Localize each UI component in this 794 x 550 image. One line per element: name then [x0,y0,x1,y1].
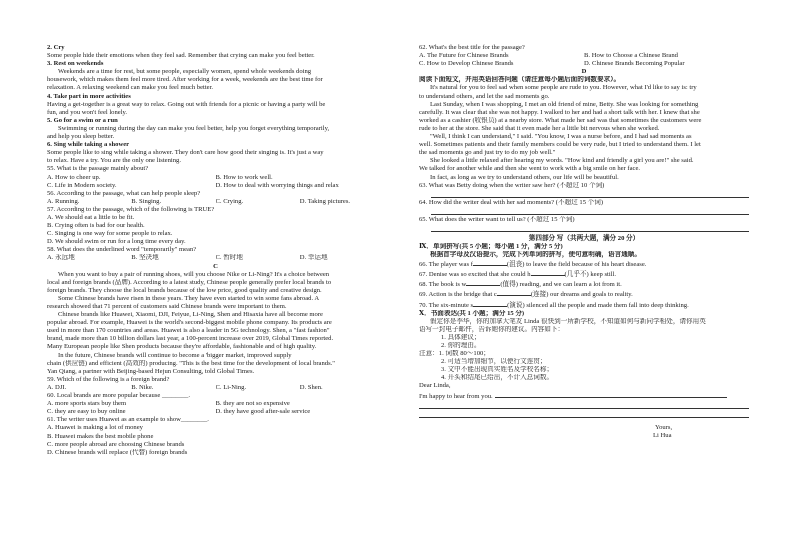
note-text: 1. 词数 80～100； [438,350,490,358]
answer-option[interactable]: A. DJI. [47,383,67,391]
answer-option[interactable]: B. How to Choose a Chinese Brand [584,52,678,60]
option-grid [47,384,384,392]
passage-label: D [581,68,587,76]
spelling-suffix: (连接) our dreams and goals to reality. [530,291,633,299]
passage-line: 3. Rest on weekends [47,60,104,68]
passage-line: It's natural for you to feel sad when some people are rude to you. However, what I'd like to say is: try [430,84,697,92]
answer-option[interactable]: D. Shen. [299,383,323,391]
answer-option[interactable]: A. We should eat a little to be fit. [47,213,135,221]
passage-line: Chinese brands like Huawei, Xiaomi, DJI, Feiyue, Li-Ning, Shen and Hisaxia have all become more [58,311,323,319]
passage-line: local and foreign brands (品牌). According to a latest study, Chinese people generally prefer local brands to [47,278,332,286]
answer-option[interactable]: A. Huawei is making a lot of money [47,424,143,432]
passage-line: Having a get-together is a great way to relax. Going out with friends for a picnic or having a party will be [47,100,326,108]
answer-option[interactable]: A. Running. [47,197,80,205]
question-stem: 63. What was Betty doing when the writer saw her? (不超过 10 个词) [419,181,605,189]
passage-line: "Well, I think I can understand," I said. "You know, I was a nurse before, and I had sad moments as [430,133,692,141]
closing: Yours, [655,423,673,431]
writing-line[interactable] [419,410,749,418]
writing-line[interactable] [419,401,749,409]
passage-line: Some Chinese brands have risen in these years. They have even started to win some fans abroad. A [58,294,320,302]
spelling-prefix: 66. The player was f [419,261,473,269]
prompt-point: 1. 具体建议； [441,333,481,341]
answer-option[interactable]: A. 永远地 [47,254,75,262]
salutation: Dear Linda, [419,382,451,390]
passage-line: foreign brands. They choose the local brands because of the low price, good quality and creative design. [47,286,322,294]
spelling-prefix: 67. Denise was so excited that she could h [419,271,531,279]
spelling-item [419,279,749,289]
question-block [47,190,384,206]
instruction: 阅读下面短文，并用英语回答问题（请注意每小题后面的词数要求）。 [419,76,621,84]
question-block [47,165,384,189]
opening-text: I'm happy to hear from you. [419,392,493,400]
answer-option[interactable]: D. Taking pictures. [299,197,351,205]
answer-option[interactable]: A. How to cheer up. [47,173,101,181]
passage-line: Some people like to sing while taking a shower. They don't care how good their singing is. It's just a way [47,149,324,157]
passage-line: relaxation. A relaxing weekend can make you feel much better. [47,84,214,92]
writing-line[interactable] [495,391,727,398]
answer-line[interactable] [431,207,749,215]
passage-line: chain (供应链) and efficient (高效的) producing. "This is the best time for the development of local brands." [47,359,335,367]
prompt-point: 2. 你的理由。 [441,342,481,349]
answer-option[interactable]: B. they are not so expensive [215,400,290,408]
passage-line: In fact, as long as we try to understand others, our life will be beautiful. [430,173,619,181]
notes-label: 注意： [419,350,439,358]
note-item [419,350,749,358]
answer-option[interactable]: C. 暂时地 [215,254,243,262]
passage-line: 4. Take part in more activities [47,92,131,100]
passage-label: C [213,262,218,270]
question-block [419,44,749,68]
note-item [419,366,749,374]
passage-line: to understand others, and let the sad moments go. [419,92,550,100]
answer-option[interactable]: D. they have good after-sale service [215,408,311,416]
blank-field[interactable] [473,259,507,266]
right-column [419,44,749,440]
option-grid [47,174,384,190]
answer-line[interactable] [431,190,749,198]
question-stem: 56. According to the passage, what can help people sleep? [47,189,201,197]
instruction: 根据首字母及汉语提示，完成下列单词的拼写，使句意明确，语言通顺。 [430,251,641,259]
answer-option[interactable]: B. Singing. [131,197,162,205]
prompt-line: 假定你是李华，你的加拿大笔友 Linda 很快到一所新学校，不知道如何与新同学相处，请你用英 [430,317,706,325]
note-text: 3. 文中不能出现真实姓名及学校名称； [441,366,554,374]
note-item [419,374,749,382]
left-column [47,44,384,457]
answer-option[interactable]: D. We should swim or run for a long time every day. [47,238,186,246]
answer-option[interactable]: B. 坚决地 [131,254,159,262]
passage-line: Yan Qiang, a partner with Beijing-based Hejun Consulting, told Global Times. [47,367,255,375]
answer-option[interactable]: C. Crying. [215,197,244,205]
part-title: 第四部分 写（共两大题，满分 20 分） [528,234,640,242]
answer-option[interactable]: C. more people abroad are choosing Chinese brands [47,440,185,448]
blank-field[interactable] [473,300,507,307]
answer-option[interactable]: C. Life in Modern society. [47,181,117,189]
question-stem: 59. Which of the following is a foreign brand? [47,375,170,383]
passage-line: Many European people like Shen products because they're affordable, fashionable and of high quality. [47,343,317,351]
passage-line: When you want to buy a pair of running shoes, will you choose Nike or Li-Ning? It's a choice between [58,270,330,278]
answer-option[interactable]: B. How to work well. [215,173,273,181]
answer-option[interactable]: A. The Future for Chinese Brands [419,52,509,60]
passage-line: rude to her at the store. She said that it even made her a little bit nervous when she worked. [419,124,660,132]
answer-option[interactable]: B. Crying often is bad for our health. [47,222,145,230]
passage-line: and help you sleep better. [47,133,115,141]
spelling-suffix: (沮丧) to leave the field because of his heart disease. [506,261,647,269]
spelling-prefix: 69. Action is the bridge that c [419,291,497,299]
question-stem: 61. The writer uses Huawei as an example to show________. [47,416,209,424]
option-grid [419,52,749,68]
answer-option[interactable]: B. Huawei makes the best mobile phone [47,432,154,440]
passage-line: She looked a little relaxed after hearing my words. "How kind and friendly a girl you are!" she said. [430,157,694,165]
passage-line: well. Sometimes patients and their family members could be very rude, but I tried to understand them. I let [419,141,701,149]
signature: Li Hua [653,431,672,439]
passage-line: 5. Go for a swim or a run [47,116,118,124]
passage-line: research showed that 71 percent of customers said Chinese brands were important to them. [47,303,287,310]
passage-line: fun, and you won't feel lonely. [47,108,128,116]
prompt-line: 语写一封电子邮件，告诉她你的建议。内容如下： [419,325,565,333]
section-title: Ⅹ．书面表达(共 1 小题；满分 15 分) [419,309,525,317]
spelling-suffix: (值得) reading, and we can learn a lot from it. [500,281,622,289]
question-stem: 57. According to the passage, which of the following is TRUE? [47,205,215,213]
opening-line [419,391,749,401]
answer-option[interactable]: C. they are easy to buy online [47,408,126,416]
question-block [47,392,384,416]
answer-option[interactable]: C. How to Develop Chinese Brands [419,60,514,68]
answer-option[interactable]: D. How to deal with worrying things and relax [215,181,339,189]
note-text: 2. 可适当增加细节，以使行文连贯； [441,358,547,366]
question-stem: 58. What does the underlined word "temporarily" mean? [47,246,197,254]
blank-field[interactable] [466,279,500,286]
answer-option[interactable]: C. Li-Ning. [215,383,247,391]
passage-line: Swimming or running during the day can make you feel better, help you forget everything temporarily, [58,124,330,132]
option-grid [47,254,384,262]
passage-line: to relax. Have a try. You are the only one listening. [47,157,181,165]
passage-line: Last Sunday, when I was shopping, I met an old friend of mine, Betty. She was looking for something [430,100,699,108]
answer-option[interactable]: B. Nike. [131,383,154,391]
answer-option[interactable]: C. Singing is one way for some people to relax. [47,230,173,238]
passage-line: brand, made more than 10 billion dollars last year, a 100-percent increase over 2019, Global Times reported. [47,335,334,343]
answer-option[interactable]: D. Chinese Brands Becoming Popular [584,60,685,68]
option-grid [47,198,384,206]
passage-line: Some people hide their emotions when they feel sad. Remember that crying can make you feel better. [47,52,315,60]
spelling-item [419,300,749,310]
passage-line: worked as a cashier (收银员) at a nearby store. What made her sad was that sometimes the customers were [419,116,702,124]
answer-option[interactable]: A. more sports stars buy them [47,400,127,408]
spelling-item [419,259,749,269]
passage-line: Weekends are a time for rest, but some people, especially women, spend whole weekends doing [58,68,312,76]
spelling-suffix: (演说) silenced all the people and made them fall into deep thinking. [507,301,689,309]
passage-line: popular abroad. For example, Huawei is the world's second-biggest mobile phone company. Its products are [47,319,332,327]
spelling-prefix: 68. The book is w [419,281,467,289]
question-block [47,376,384,392]
passage-line: the sad moments go and just try to do my job well." [419,149,556,157]
question-stem: 55. What is the passage mainly about? [47,165,149,173]
blank-field[interactable] [497,289,531,296]
spelling-item [419,289,749,299]
note-item [419,358,749,366]
option-grid [47,400,384,416]
section-title: Ⅸ．单词拼写(共 5 小题；每小题 1 分，满分 5 分) [419,242,563,250]
notes-block [419,350,749,382]
note-text: 4. 开头和结尾已给出，不计入总词数。 [441,374,554,382]
blank-field[interactable] [531,269,565,276]
spelling-suffix: (几乎不) keep still. [564,271,616,279]
passage-line: 6. Sing while taking a shower [47,141,130,149]
question-stem: 60. Local brands are more popular because ________. [47,392,190,400]
spelling-prefix: 70. The six-minute s [419,301,474,309]
answer-option[interactable]: D. Chinese brands will replace (代替) foreign brands [47,448,188,456]
passage-line: In the future, Chinese brands will continue to become a 'bigger market, improved supply [58,351,292,359]
passage-line: 2. Cry [47,44,65,51]
spelling-item [419,269,749,279]
question-stem: 62. What's the best title for the passage? [419,44,525,51]
answer-option[interactable]: D. 幸运地 [299,254,328,262]
question-stem: 65. What does the writer want to tell us? (不超过 15 个词) [419,215,575,223]
question-stem: 64. How did the writer deal with her sad moments? (不超过 15 个词) [419,198,604,206]
passage-line: housework, which makes them feel more tired. After working for a week, weekends are the best time for [47,76,323,84]
answer-line[interactable] [431,224,749,232]
passage-line: carefully. It was clear that she was not happy. I walked to her and had a short talk with her. I knew that she [419,108,700,116]
passage-line: used in more than 170 countries and areas. Huawei is also a leader in 5G technology. Shen, a "fast fashion" [47,327,330,335]
passage-line: We talked for another while and then she went to work with a big smile on her face. [419,165,641,173]
